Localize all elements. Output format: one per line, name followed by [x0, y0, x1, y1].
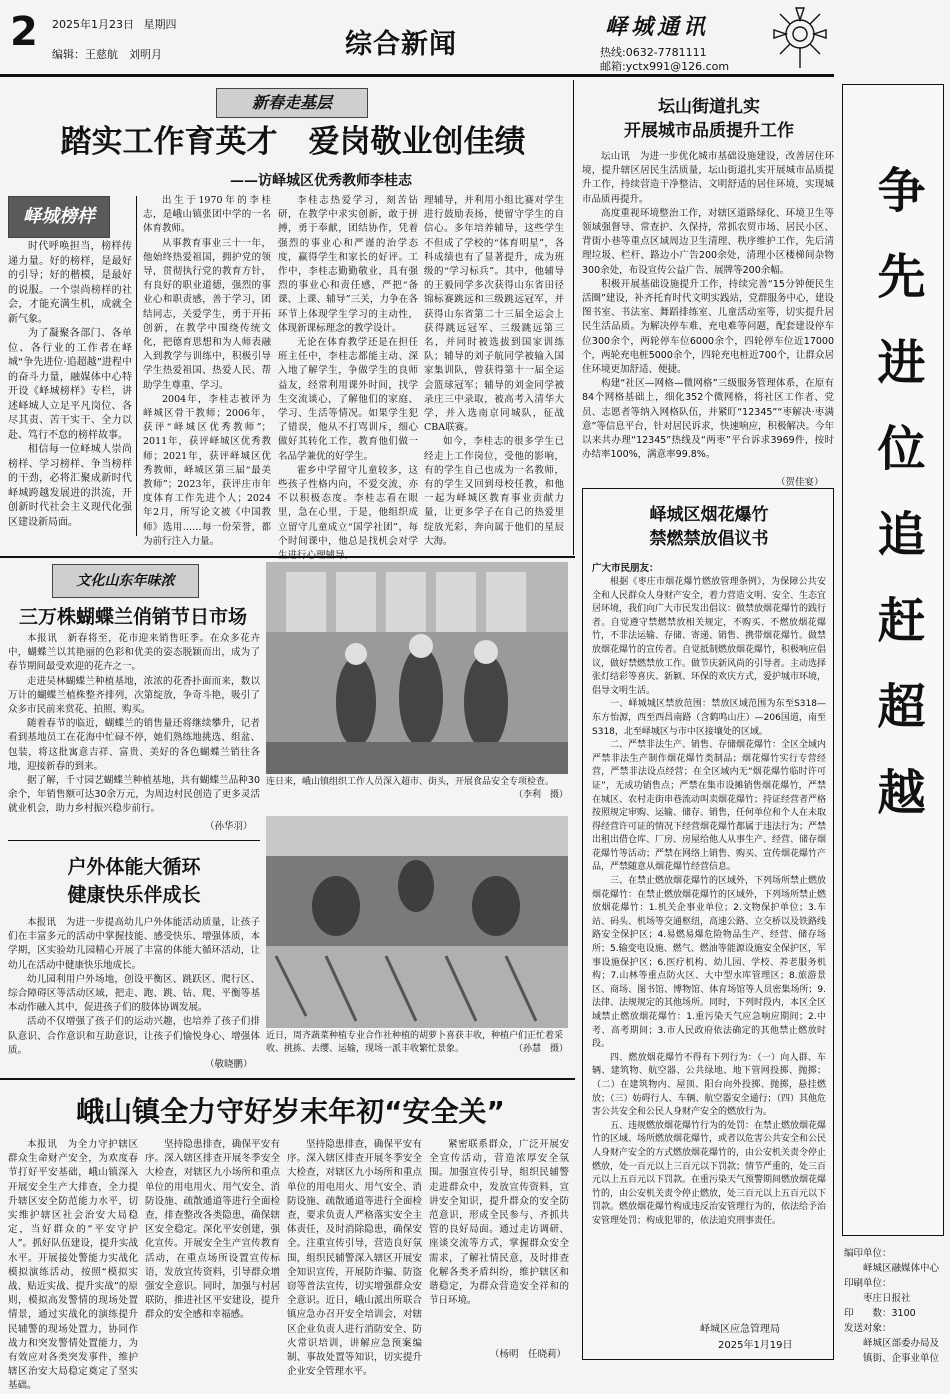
a5-byline: （杨明 任晓莉）: [490, 1349, 567, 1360]
a1-paragraph: 无论在体育教学还是在担任班主任中，李桂志都能主动、深入地了解学生，争做学生的良师益友，经常利用课外时间，找学生交流谈心，了解他们的家庭、学习、生活等情况。如果学生犯了错误，他从不打骂训斥，细心做好其转化工作，教育他们做一名品学兼优的好学生。: [278, 337, 418, 462]
imprint-line: 镇街、企事业单位: [844, 1353, 940, 1364]
a6-body: [592, 576, 826, 1314]
headline-a5: 峨山镇全力守好岁末年初“安全关”: [76, 1095, 505, 1128]
column-paragraph: 时代呼唤担当，榜样传递力量。好的榜样，是最好的引导；好的楷模，是最好的说服。一个崇尚榜样的社会，才能充满生机，成就全新气象。: [8, 241, 132, 325]
flower-logo-icon: [760, 2, 840, 72]
a5-paragraph: 紧密联系群众，广泛开展安全宣传活动，营造浓厚安全氛围。加强宣传引导，组织民辅警走进群众中，发放宣传资料，宣讲安全知识，提升群众的安全防范意识，形成全民参与、齐抓共管的良好局面。通过走访调研、座谈交流等方式，掌握群众安全需求，了解社情民意，及时排查化解各类矛盾纠纷，维护辖区和谐稳定，为群众营造安全祥和的节日环境。: [429, 1139, 569, 1307]
banner-new-spring: [216, 88, 368, 118]
proposal-salutation: 广大市民朋友：: [592, 563, 659, 574]
column-paragraph: 为了凝聚各部门、各单位、各行业的工作者在峄城“争先进位·追超越”进程中的奋斗力量，融媒体中心特开设《峄城榜样》专栏，讲述峄城人立足平凡岗位、各尽其责、苦干实干、全力以赴、笃行不怠的榜样故事。: [8, 328, 132, 441]
caption-credit: （孙慧 摄）: [513, 1044, 568, 1054]
a6-paragraph: 一、峄城城区禁放范围：禁放区域范围为东至S318—东方怡源，西至西昌南路（含鹤鸣山庄）—206国道，南至S318，北至峄城区与市中区接壤处的区域。: [592, 699, 826, 737]
a4-body: [8, 916, 260, 1056]
a4-paragraph: 活动不仅增强了孩子们的运动兴趣，也培养了孩子们排队意识、合作意识和互助意识，让孩子们愉悦身心、增强体质。: [8, 1016, 260, 1056]
column-intro: [8, 240, 132, 530]
a2-byline: （贺佳宴）: [776, 477, 824, 488]
caption-text: 连日来，峨山镇组织工作人员深入超市、街头，开展食品安全专项检查。: [266, 777, 555, 787]
column-tag: [8, 196, 110, 238]
imprint-panel: [844, 1246, 948, 1366]
photo-carrot-harvest-image: [266, 816, 568, 1028]
slogan-text: 争先进位追赶超越: [869, 165, 925, 853]
banner-text: 新春走基层: [251, 93, 332, 112]
a3-paragraph: 走进吴林蝴蝶兰种植基地，浓浓的花香扑面而来，数以万计的蝴蝶兰植株整齐排列，次第绽放，争奇斗艳，吸引了众多市民前来赏花、拍照、购买。: [8, 675, 260, 716]
banner-culture: [52, 564, 199, 598]
email-text: 邮箱:yctx991@126.com: [600, 60, 730, 73]
a4-paragraph: 本报讯 为进一步提高幼儿户外体能活动质量，让孩子们在丰富多元的活动中掌握技能、感受快乐、增强体质，本学期，区实验幼儿园精心开展了丰富的体能大循环活动，让幼儿在活动中健康快乐地成长。: [8, 917, 260, 971]
a3-paragraph: 本报讯 新春将至，花市迎来销售旺季。在众多花卉中，蝴蝶兰以其艳丽的色彩和优美的姿态脱颖而出，成为了春节期间最受欢迎的花卉之一。: [8, 633, 260, 673]
slogan-panel: [842, 84, 944, 1236]
headline-a6: 峄城区烟花爆竹: [649, 505, 769, 525]
caption-credit: （李利 摄）: [513, 790, 568, 800]
a3-paragraph: 据了解，千寸园艺蝴蝶兰种植基地，共有蝴蝶兰品种30余个，年销售额可达30余万元，为周边村民创造了更多灵活就业机会，助力乡村振兴稳步前行。: [8, 775, 260, 815]
date-text: 2025年1月23日: [52, 18, 134, 31]
section-title: 综合新闻: [345, 29, 457, 60]
a5-paragraph: 坚持隐患排查，确保平安有序。深入辖区排查开展冬季安全大检查，对辖区九小场所和重点单位的用电用火、用气安全、消防设施、疏散通道等进行全面检查，要求负责人严格落实安全主体责任，及时消除隐患，确保安全。注重宣传引导，营造良好氛围，组织民辅警深入辖区开展安全知识宣传，开展防诈骗、防盗窃等普法宣传，切实增强群众安全意识。近日，峨山派出所联合镇应急办召开安全培训会，对辖区企业负责人进行消防安全、防火常识培训，讲解应急预案编制、事故处置等知识，切实提升企业安全管理水平。: [287, 1139, 422, 1378]
headline-a3: 三万株蝴蝶兰俏销节日市场: [18, 606, 247, 628]
a2-paragraph: 坛山讯 为进一步优化城市基础设施建设，改善居住环境，提升辖区居民生活质量，坛山街道扎实开展城市品质提升工作，持续营造干净整洁、文明舒适的居住环境，实现城市品质再提升。: [582, 151, 834, 205]
proposal-signer: 峄城区应急管理局: [700, 1324, 780, 1335]
header-rule: [0, 74, 834, 77]
imprint-line: 峄城区融媒体中心: [844, 1263, 940, 1274]
editors-line: 编辑：王慈航 刘明月: [52, 48, 162, 61]
a2-paragraph: 积极开展基础设施提升工作，持续完善“15分钟便民生活圈”建设，补齐托育时代文明实践站，党群服务中心，建设图书室、书法室、舞蹈排练室、儿童活动室等，切实提升居民生活品质。为解决停车难、充电难等问题，配套建设停车位300余个，两轮停车位6000余个，四轮停车位近17000个，两轮充电桩5000余个，四轮充电桩近700个，让群众居住环境更加舒适、便捷。: [582, 278, 834, 376]
page-number: 2: [10, 9, 38, 55]
subheadline-a1: ——访峄城区优秀教师李桂志: [230, 173, 412, 189]
a6-paragraph: 根据《枣庄市烟花爆竹燃放管理条例》，为保障公共安全和人民群众人身财产安全，着力营造文明、安全、生态宜居环境，我们向广大市民发出倡议：做禁放烟花爆竹的践行者。自觉遵守禁燃禁放相关规定，不购买、不燃放烟花爆竹，不非法运输、存储、寄递、销售、携带烟花爆竹。做禁放烟花爆竹的宣传者。自觉抵制燃放烟花爆竹，积极响应倡议，做好禁燃禁放工作。做节庆新风尚的引导者。主动选择张灯结彩等喜庆、新颖、环保的欢庆方式，爱护城市环境，倡导文明生活。: [592, 577, 827, 696]
hotline-text: 热线:0632-7781111: [600, 46, 707, 59]
headline-a4: 户外体能大循环: [67, 856, 201, 878]
imprint-line: 峄城区部委办局及: [844, 1338, 940, 1349]
a1-paragraph: 霍乡中学留守儿童较多，这些孩子性格内向，不爱交流，亦不以积极态度。李桂志看在眼里，急在心里，于是，他组织成立留守儿童成立“国学社团”，每个时间课中，他总是找机会对学: [278, 464, 418, 547]
a5-paragraph: 本报讯 为全力守护辖区群众生命财产安全，为欢度春节打好平安基础，峨山镇深入开展安全生产大排查，全力提升辖区安全防范能力水平，切实维护辖区社会治安大局稳定，当好群众的“平安守护人”。抓好队伍建设，提升实战水平。开展接处警能力实战化模拟演练活动，按照“模拟实战、贴近实战、提升实战”的原则，模拟高发警情的现场处置情景，通过实战化的演练提升民辅警的现场处置力，协同作战力和突发警情处置能力，为有效应对各类突发事件，维护辖区治安大局稳定奠定了坚实基础。: [8, 1139, 138, 1392]
headline-a2-line2: 开展城市品质提升工作: [624, 121, 794, 141]
a2-paragraph: 高度重视环境整治工作，对辖区道路绿化、环境卫生等领域强督导、常查护、久保持，常抓农贸市场、居民小区、背街小巷等重点区域周边卫生清理、秩序维护工作，先后清理垃圾、栏杆、路边小广告200余处，清理小区楼梯间杂物300余处，布设宣传公益广告、展牌等200余幅。: [582, 207, 834, 276]
photo-caption-2: [266, 1030, 568, 1056]
a6-paragraph: 二、严禁非法生产、销售、存储烟花爆竹：全区全域内严禁非法生产制作烟花爆竹类制品；烟花爆竹实行专营经营，严禁非法设点经营；在全区域内无“烟花爆竹临时许可证”，无成功销售点；严禁在集市设摊销售烟花爆竹，严禁在城区、农村走街串巷流动叫卖烟花爆竹；持证经营者严格按照规定审购、运输、储存、销售，任何单位和个人在未取得经营许可证的情况下经营烟花爆竹都属于违法行为；严禁出租出借仓库、厂房、房屋给他人从事生产、经营、储存烟花爆竹等活动；严禁在网络上销售、购买、宣传烟花爆竹产品，严禁随意从烟花爆竹经营信息。: [592, 740, 827, 873]
a5-col4: [429, 1138, 569, 1344]
imprint-line: 发送对象：: [844, 1323, 892, 1334]
a1-col2: [278, 194, 418, 547]
imprint-line: 印 数：3100: [844, 1308, 916, 1319]
a1-paragraph: 李桂志热爱学习，刻苦钻研，在教学中求实创新，敢于拼搏，勇于奉献，团结协作，凭着强烈的事业心和严谨的治学态度，赢得学生和家长的好评。工作中，李桂志勤勤敬业，具有强烈的事业心和责任感，严把“备课、上课、辅导”三关，力争在各环节上体现学生学习的主动性，体现新课标理念的教学设计。: [278, 195, 418, 334]
a6-paragraph: 三、在禁止燃放烟花爆竹的区域外，下列场所禁止燃放烟花爆竹：在禁止燃放烟花爆竹的区域外，下列场所禁止燃放烟花爆竹：1.机关企事业单位；2.文物保护单位；3.车站、码头、机场等交通枢纽，高速公路、立交桥以及铁路线路安全保护区；4.易燃易爆危险物品生产、经营、储存场所；5.输变电设施、燃气、燃油等能源设施安全保护区，军事设施保护区；6.医疗机构、幼儿园、学校、养老服务机构；7.山林等重点防火区、大中型水库管理区；8.旅游景区、商场、图书馆、博物馆、体育场馆等人员密集场所；9.法律、法规规定的其他场所。同时，下列时段内，本区全区域禁止燃放烟花爆竹：1.重污染天气应急响应期间；2.中考、高考期间；3.市人民政府依法确定的其他禁止燃放时段。: [592, 876, 827, 1050]
a3-byline: （孙华羽）: [205, 821, 253, 832]
a5-paragraph: 坚持隐患排查，确保平安有序。深入辖区排查开展冬季安全大检查，对辖区九小场所和重点单位的用电用火、用气安全、消防设施、疏散通道等进行全面检查，排查整改各类隐患，确保辖区安全稳定。深化平安创建，强化宣传。开展安全生产宣传教育活动，在重点场所设置宣传标语，发放宣传资料，引导群众增强安全意识。同时，加强与村居联防，推进社区平安建设，提升群众的安全感和幸福感。: [145, 1139, 280, 1321]
a5-col1: [8, 1138, 138, 1392]
headline-a4-line2: 健康快乐伴成长: [67, 884, 201, 906]
photo-food-inspection: [266, 562, 568, 774]
caption-text: 近日，周齐蔬菜种植专业合作社种植的胡萝卜喜获丰收，种植户们正忙着采收、挑拣、去缨、运输，现场一派丰收繁忙景象。: [266, 1031, 564, 1054]
a6-paragraph: 五、违规燃放烟花爆竹行为的处罚：在禁止燃放烟花爆竹的区域、场所燃放烟花爆竹，或者以危害公共安全和公民人身财产安全的方式燃放烟花爆竹的，由公安机关责令停止燃放，处一百元以上三百元以下罚款；情节严重的，处三百元以上五百元以下罚款。在重污染天气预警期间燃放烟花爆竹的，由公安机关责令停止燃放，处三百元以上五百元以下罚款。燃放烟花爆竹构成违反治安管理行为的，依法给予治安管理处罚；构成犯罪的，依法追究刑事责任。: [592, 1120, 827, 1226]
column-divider: [136, 196, 137, 536]
a1-paragraph: 从事教育事业三十一年，他始终热爱祖国，拥护党的领导，贯彻执行党的教育方针，有良好的职业道德，强烈的事业心和职责感，善于学习，团结同志，关爱学生，勇于开拓创新，在教学中围绕传统文化，把德育思想和为人师表融入到教学与训练中，积极引导学生热爱祖国、热爱人民、帮助学生尊重、学习。: [143, 237, 271, 391]
horizontal-rule-mid: [0, 556, 575, 558]
a1-paragraph: 2004年，李桂志被评为峄城区骨干教师；2006年，获评“峄城区优秀教师”；2011年，获评峄城区优秀教师；2021年，获评峄城区优秀教师，峄城区第三届“最美教师”；2023年，获评庄市年度体育工作先进个人；2024年2月，所写论文被《中国教师》选用……每一份荣誉，都为前行注入力量。: [143, 393, 271, 547]
horizontal-rule-lower: [0, 1078, 575, 1080]
headline-a2: 坛山街道扎实: [658, 97, 760, 117]
banner-culture-text: 文化山东年味浓: [76, 573, 175, 589]
a5-col3: [287, 1138, 422, 1378]
headline-a1: 踏实工作育英才 爱岗敬业创佳绩: [60, 124, 526, 160]
a6-paragraph: 四、燃放烟花爆竹不得有下列行为：（一）向人群、车辆、建筑物、航空器、公共绿地、地下管网投掷、抛掷；（二）在建筑物内、屋顶、阳台向外投掷、抛掷，悬挂燃放；（三）妨碍行人、车辆、航空器安全通行；（四）其他危害公共安全和公民人身财产安全的燃放行为。: [592, 1052, 827, 1118]
imprint-line: 编印单位：: [844, 1248, 892, 1259]
headline-a6-line2: 禁燃禁放倡议书: [649, 529, 769, 549]
vertical-rule-main: [573, 80, 574, 555]
a1-col1: [143, 194, 271, 547]
a3-body: [8, 632, 260, 817]
a1-paragraph: 出生于1970年的李桂志，是峨山镇张团中学的一名体育教师。: [143, 195, 271, 235]
column-tag-text: 峄城榜样: [23, 206, 95, 227]
a1-paragraph: 如今，李桂志的很多学生已经走上工作岗位，受他的影响，有的学生自己也成为一名教师，有的学生又回到母校任教，和他一起为峄城区教育事业贡献力量，让更多学子在自己的热爱里绽放光彩，奔向属于他们的星辰大海。: [424, 436, 564, 547]
a3-a4-rule: [8, 840, 260, 841]
a5-col2: [145, 1138, 280, 1360]
proposal-date: 2025年1月19日: [718, 1340, 793, 1351]
imprint-line: 枣庄日报社: [844, 1293, 911, 1304]
masthead-title: 峄城通讯: [605, 14, 710, 40]
a1-col3: [424, 194, 564, 547]
a4-byline: （敬晓鹏）: [205, 1059, 253, 1070]
photo-food-inspection-image: [266, 562, 568, 774]
a4-paragraph: 幼儿园利用户外场地，创设平衡区、跳跃区、爬行区、综合障碍区等活动区域，把走、跑、跳、钻、爬、平衡等基本动作融入其中，促进孩子们的肢体协调发展。: [8, 973, 260, 1014]
a2-body: [582, 150, 834, 470]
issue-date: [52, 16, 177, 32]
column-paragraph: 相信每一位峄城人崇尚榜样、学习榜样、争当榜样的干劲，必将汇聚成新时代峄城跨越发展进的洪流，开创新时代社会主义现代化强区建设新局面。: [8, 444, 132, 528]
a3-paragraph: 随着春节的临近，蝴蝶兰的销售量还将继续攀升，记者看到基地员工在花海中忙碌不停，她们熟练地挑选、组盆、包装，将这批寓意吉祥、富贵、美好的各色蝴蝶兰销往各地，迎接新春的到来。: [8, 718, 260, 772]
photo-caption-1: [266, 776, 568, 802]
weekday-text: 星期四: [143, 18, 177, 31]
photo-carrot-harvest: [266, 816, 568, 1028]
imprint-line: 印刷单位：: [844, 1278, 892, 1289]
a1-paragraph: 理辅导，并利用小组比赛对学生进行鼓励表扬，使留守学生的自信心。多年培养辅导，这些学生不但成了学校的“体育明星”，各科成绩也有了显著提升，成为班级的“学习标兵”。其中，他辅导的王毅同学多次获得山东省田径锦标赛跳远和三级跳远冠军，并获得山东省第二十三届全运会上获得跳远冠军、三级跳远第三名，并同时被选拔到国家训练队；辅导的刘子航同学被输入国家集训队，曾获得第十一届全运会篮球冠军；辅导的刘金同学被录庄三中录取，被高考入清华大学，并入选南京同城队，征战CBA联赛。: [424, 195, 564, 434]
a2-paragraph: 构建“社区—网格—微网格”三级服务管理体系，在原有84个网格基础上，细化352个微网格，将社区工作者、党员、志愿者等纳入网格队伍，并紧盯“12345”“枣解决·枣满意”等信息平台，针对居民诉求，快速响应，积极解决。今年以来共办理“12345”热线及“两枣”平台诉求3969件，按时办结率100%，满意率99.8%。: [582, 378, 834, 461]
